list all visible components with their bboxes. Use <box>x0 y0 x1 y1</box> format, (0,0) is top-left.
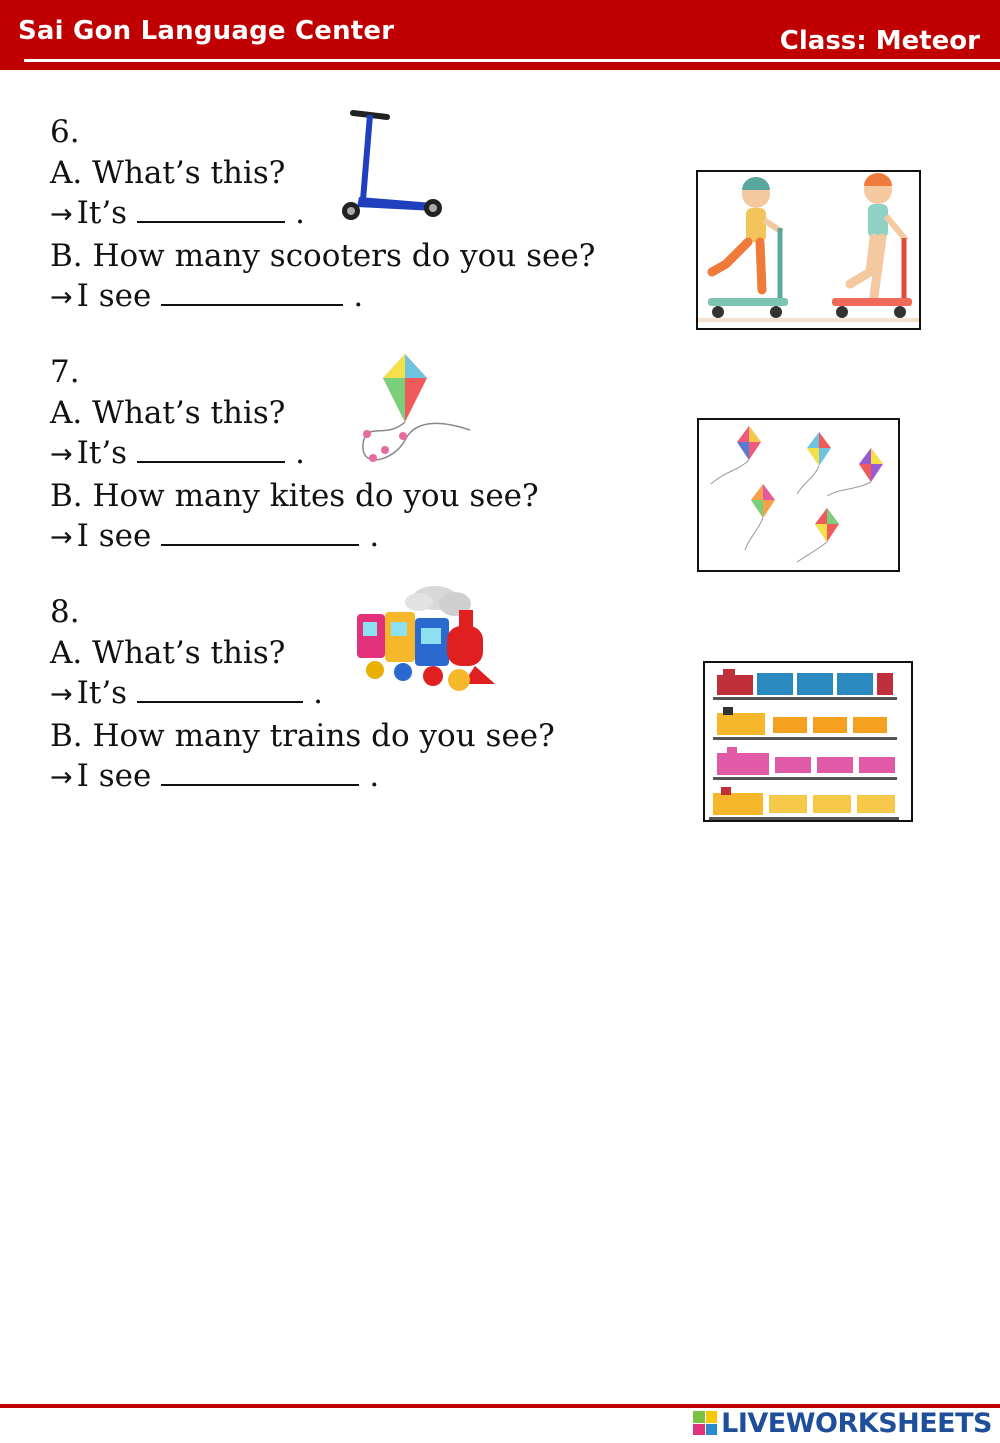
answer-a-period: . <box>295 195 305 231</box>
children-scooters-illustration <box>698 172 919 328</box>
arrow-icon: → <box>50 762 73 793</box>
question-number: 7. <box>50 354 80 390</box>
scooter-icon <box>335 105 453 225</box>
class-label: Class: Meteor <box>779 26 980 56</box>
question-a: A. What’s this? <box>50 154 286 191</box>
brand-wordmark: LIVEWORKSHEETS <box>721 1407 992 1439</box>
answer-b-row <box>50 756 555 799</box>
arrow-icon: → <box>50 679 73 710</box>
answer-a-prefix: It’s <box>76 435 128 471</box>
arrow-icon: → <box>50 282 73 313</box>
answer-b-period: . <box>369 518 380 554</box>
answer-b-blank[interactable] <box>161 760 359 786</box>
answer-b-prefix: I see <box>76 278 152 314</box>
question-b: B. How many trains do you see? <box>50 717 555 754</box>
answer-a-prefix: It’s <box>76 195 128 231</box>
question-6 <box>50 112 595 319</box>
answer-b-period: . <box>353 278 364 314</box>
question-b: B. How many scooters do you see? <box>50 237 596 274</box>
trains-picture <box>703 661 913 822</box>
answer-b-blank[interactable] <box>161 280 343 306</box>
kites-picture <box>697 418 900 572</box>
children-scooters-picture <box>696 170 921 330</box>
liveworksheets-brand[interactable] <box>693 1405 992 1441</box>
answer-a-period: . <box>295 435 305 471</box>
page-header <box>0 0 1000 70</box>
arrow-icon: → <box>50 439 73 470</box>
question-b: B. How many kites do you see? <box>50 477 539 514</box>
answer-a-prefix: It’s <box>76 675 128 711</box>
answer-a-blank[interactable] <box>137 197 285 223</box>
question-number: 6. <box>50 114 80 150</box>
toy-train-icon <box>355 580 497 702</box>
question-number: 8. <box>50 594 80 630</box>
answer-b-blank[interactable] <box>161 520 359 546</box>
answer-a-blank[interactable] <box>137 437 285 463</box>
answer-b-row <box>50 276 595 319</box>
kites-illustration <box>699 420 898 570</box>
question-a: A. What’s this? <box>50 634 286 671</box>
arrow-icon: → <box>50 522 73 553</box>
answer-a-blank[interactable] <box>137 677 303 703</box>
question-a: A. What’s this? <box>50 394 286 431</box>
answer-a-row <box>50 193 595 236</box>
trains-illustration <box>705 663 911 820</box>
arrow-icon: → <box>50 199 73 230</box>
answer-b-row <box>50 516 539 559</box>
answer-b-prefix: I see <box>76 758 152 794</box>
header-divider <box>24 59 1000 62</box>
answer-a-period: . <box>313 675 323 711</box>
school-name: Sai Gon Language Center <box>18 16 395 46</box>
liveworksheets-logo-icon <box>693 1411 717 1435</box>
kite-icon <box>345 350 475 470</box>
answer-b-prefix: I see <box>76 518 152 554</box>
answer-b-period: . <box>369 758 380 794</box>
